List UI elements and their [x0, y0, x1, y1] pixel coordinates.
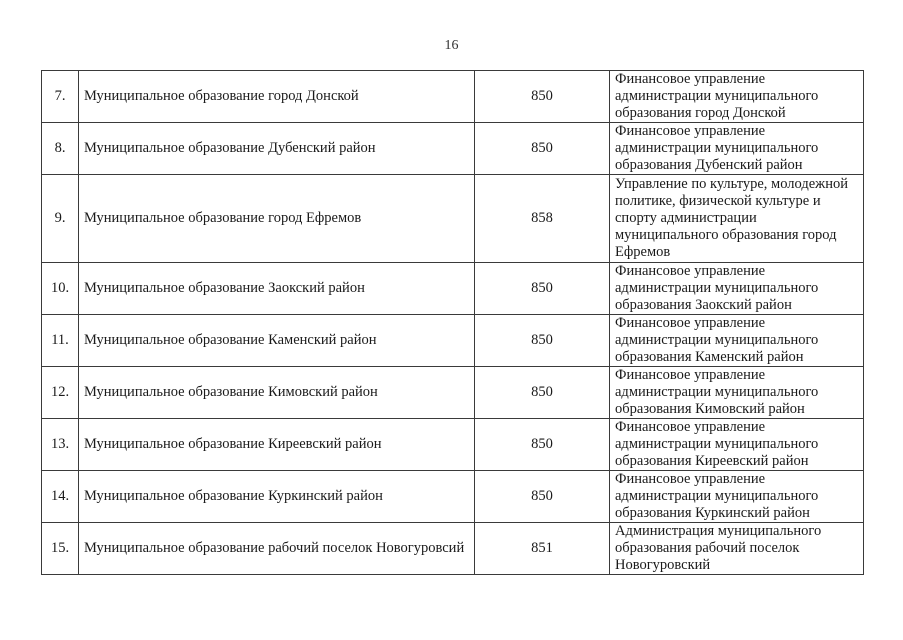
municipality-name: Муниципальное образование Дубенский район [79, 123, 475, 175]
administrator-name: Финансовое управление администрации муниципального образования Заокский район [610, 263, 864, 315]
admin-code: 850 [475, 367, 610, 419]
page-number: 16 [444, 38, 459, 53]
table-row [42, 523, 864, 575]
row-number: 13. [42, 419, 79, 471]
admin-code: 850 [475, 419, 610, 471]
municipality-name: Муниципальное образование Киреевский район [79, 419, 475, 471]
municipality-name: Муниципальное образование Куркинский район [79, 471, 475, 523]
administrator-name: Финансовое управление администрации муниципального образования Кимовский район [610, 367, 864, 419]
row-number: 7. [42, 71, 79, 123]
admin-code: 850 [475, 71, 610, 123]
row-number: 9. [42, 175, 79, 263]
row-number: 15. [42, 523, 79, 575]
administrator-name: Финансовое управление администрации муниципального образования Киреевский район [610, 419, 864, 471]
administrator-name: Финансовое управление администрации муниципального образования Дубенский район [610, 123, 864, 175]
municipality-name: Муниципальное образование город Ефремов [79, 175, 475, 263]
admin-code: 850 [475, 123, 610, 175]
admin-code: 850 [475, 471, 610, 523]
administrator-name: Финансовое управление администрации муниципального образования город Донской [610, 71, 864, 123]
administrator-name: Финансовое управление администрации муниципального образования Каменский район [610, 315, 864, 367]
table-row [42, 471, 864, 523]
admin-code: 850 [475, 315, 610, 367]
municipal-budget-table [41, 70, 864, 575]
municipality-name: Муниципальное образование Каменский район [79, 315, 475, 367]
admin-code: 858 [475, 175, 610, 263]
admin-code: 851 [475, 523, 610, 575]
row-number: 11. [42, 315, 79, 367]
row-number: 8. [42, 123, 79, 175]
table-row [42, 367, 864, 419]
administrator-name: Администрация муниципального образования рабочий поселок Новогуровский [610, 523, 864, 575]
table-row [42, 71, 864, 123]
table-row [42, 315, 864, 367]
table-row [42, 123, 864, 175]
table-row [42, 419, 864, 471]
municipality-name: Муниципальное образование Кимовский район [79, 367, 475, 419]
administrator-name: Управление по культуре, молодежной политике, физической культуре и спорту администрации муниципального образования город Ефремов [610, 175, 864, 263]
administrator-name: Финансовое управление администрации муниципального образования Куркинский район [610, 471, 864, 523]
municipality-name: Муниципальное образование Заокский район [79, 263, 475, 315]
municipality-name: Муниципальное образование город Донской [79, 71, 475, 123]
row-number: 10. [42, 263, 79, 315]
row-number: 14. [42, 471, 79, 523]
municipality-name: Муниципальное образование рабочий поселок Новогуровсий [79, 523, 475, 575]
admin-code: 850 [475, 263, 610, 315]
row-number: 12. [42, 367, 79, 419]
table-row [42, 175, 864, 263]
table-row [42, 263, 864, 315]
